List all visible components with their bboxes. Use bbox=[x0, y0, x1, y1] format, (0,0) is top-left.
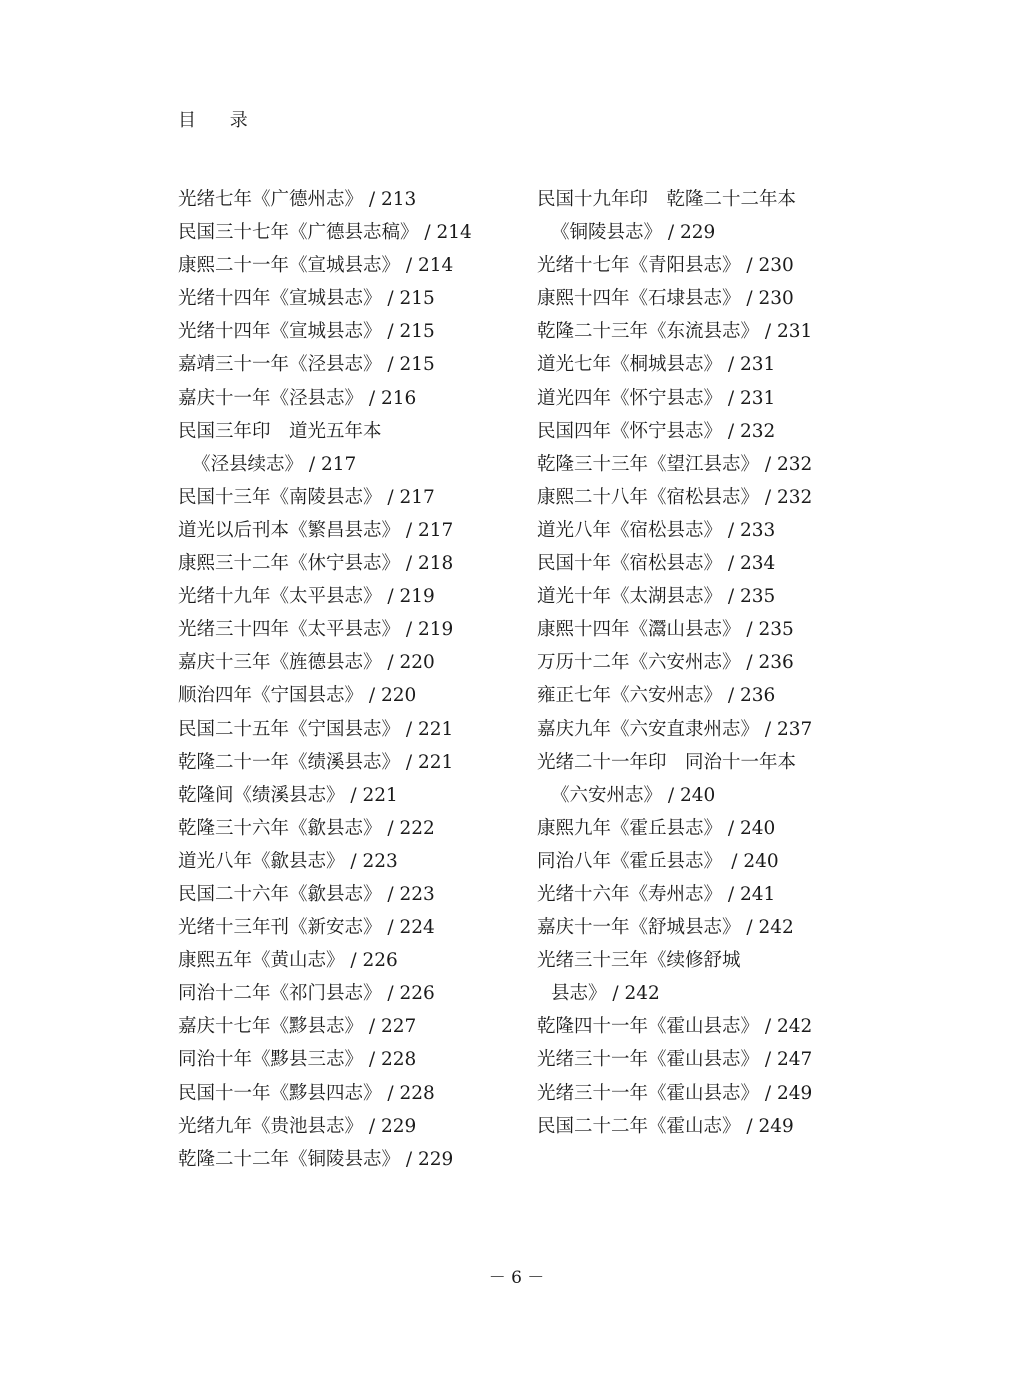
toc-entry: 乾隆四十一年《霍山县志》 / 242 bbox=[537, 1016, 813, 1038]
toc-entry: 乾隆二十三年《东流县志》 / 231 bbox=[537, 321, 813, 343]
toc-entry: 道光四年《怀宁县志》 / 231 bbox=[537, 387, 776, 409]
toc-entry: 顺治四年《宁国县志》 / 220 bbox=[178, 685, 417, 707]
toc-entry: 康熙二十一年《宣城县志》 / 214 bbox=[178, 255, 454, 277]
toc-entry: 光绪十七年《青阳县志》 / 230 bbox=[537, 255, 794, 277]
toc-entry: 《铜陵县志》 / 229 bbox=[551, 222, 716, 244]
toc-entry: 民国十三年《南陵县志》 / 217 bbox=[178, 486, 435, 508]
toc-entry: 光绪二十一年印 同治十一年本 bbox=[537, 751, 797, 773]
toc-entry: 光绪七年《广德州志》 / 213 bbox=[178, 189, 417, 210]
toc-entry: 道光十年《太湖县志》 / 235 bbox=[537, 586, 776, 608]
toc-entry: 民国十九年印 乾隆二十二年本 bbox=[537, 189, 797, 210]
toc-entry: 嘉庆十七年《黟县志》 / 227 bbox=[178, 1016, 417, 1038]
toc-entry: 乾隆二十二年《铜陵县志》 / 229 bbox=[178, 1148, 454, 1170]
toc-entry: 光绪十三年刊《新安志》 / 224 bbox=[178, 917, 435, 939]
toc-entry: 光绪十四年《宣城县志》 / 215 bbox=[178, 321, 435, 343]
toc-entry: 道光以后刊本《繁昌县志》 / 217 bbox=[178, 519, 454, 541]
toc-entry: 民国二十六年《歙县志》 / 223 bbox=[178, 883, 435, 905]
toc-entry: 民国二十二年《霍山志》 / 249 bbox=[537, 1115, 794, 1137]
toc-entry: 嘉庆十三年《旌德县志》 / 220 bbox=[178, 652, 435, 674]
toc-column-left bbox=[178, 183, 498, 1176]
toc-entry: 康熙十四年《灊山县志》 / 235 bbox=[537, 619, 794, 641]
toc-entry: 光绪三十三年《续修舒城 bbox=[537, 950, 741, 972]
toc-entry: 道光八年《歙县志》 / 223 bbox=[178, 850, 398, 872]
toc-entry: 民国十年《宿松县志》 / 234 bbox=[537, 553, 776, 575]
toc-entry: 康熙九年《霍丘县志》 / 240 bbox=[537, 817, 776, 839]
toc-entry: 乾隆三十三年《望江县志》 / 232 bbox=[537, 453, 813, 475]
toc-entry: 乾隆二十一年《绩溪县志》 / 221 bbox=[178, 751, 454, 773]
toc-entry: 乾隆三十六年《歙县志》 / 222 bbox=[178, 817, 435, 839]
toc-entry: 光绪九年《贵池县志》 / 229 bbox=[178, 1115, 417, 1137]
toc-entry: 同治十年《黟县三志》 / 228 bbox=[178, 1049, 417, 1071]
toc-entry: 康熙三十二年《休宁县志》 / 218 bbox=[178, 553, 454, 575]
toc-entry: 《六安州志》 / 240 bbox=[551, 784, 716, 806]
toc-entry: 康熙二十八年《宿松县志》 / 232 bbox=[537, 486, 813, 508]
toc-entry: 民国四年《怀宁县志》 / 232 bbox=[537, 420, 776, 442]
toc-column-right bbox=[537, 183, 837, 1143]
toc-entry: 同治八年《霍丘县志》 / 240 bbox=[537, 850, 779, 872]
toc-entry: 嘉庆九年《六安直隶州志》 / 237 bbox=[537, 718, 813, 740]
toc-entry: 光绪三十四年《太平县志》 / 219 bbox=[178, 619, 454, 641]
toc-entry: 嘉靖三十一年《泾县志》 / 215 bbox=[178, 354, 435, 376]
toc-entry: 康熙五年《黄山志》 / 226 bbox=[178, 950, 398, 972]
page-header: 目 录 bbox=[178, 110, 262, 131]
toc-entry: 万历十二年《六安州志》 / 236 bbox=[537, 652, 794, 674]
toc-entry: 光绪三十一年《霍山县志》 / 247 bbox=[537, 1049, 813, 1071]
toc-entry: 雍正七年《六安州志》 / 236 bbox=[537, 685, 776, 707]
toc-entry: 道光八年《宿松县志》 / 233 bbox=[537, 519, 776, 541]
toc-entry: 民国三年印 道光五年本 bbox=[178, 420, 382, 442]
toc-entry: 乾隆间《绩溪县志》 / 221 bbox=[178, 784, 398, 806]
toc-entry: 道光七年《桐城县志》 / 231 bbox=[537, 354, 776, 376]
toc-entry: 同治十二年《祁门县志》 / 226 bbox=[178, 983, 435, 1005]
toc-entry: 光绪十九年《太平县志》 / 219 bbox=[178, 586, 435, 608]
toc-entry: 光绪十六年《寿州志》 / 241 bbox=[537, 883, 776, 905]
toc-entry: 光绪三十一年《霍山县志》 / 249 bbox=[537, 1082, 813, 1104]
toc-entry: 嘉庆十一年《舒城县志》 / 242 bbox=[537, 917, 794, 939]
toc-entry: 嘉庆十一年《泾县志》 / 216 bbox=[178, 387, 417, 409]
toc-entry: 民国三十七年《广德县志稿》 / 214 bbox=[178, 222, 472, 244]
toc-entry: 县志》 / 242 bbox=[551, 983, 660, 1005]
toc-entry: 《泾县续志》 / 217 bbox=[192, 453, 357, 475]
toc-entry: 康熙十四年《石埭县志》 / 230 bbox=[537, 288, 794, 310]
toc-entry: 民国十一年《黟县四志》 / 228 bbox=[178, 1082, 435, 1104]
page-number: － 6 － bbox=[488, 1268, 545, 1288]
toc-entry: 光绪十四年《宣城县志》 / 215 bbox=[178, 288, 435, 310]
toc-entry: 民国二十五年《宁国县志》 / 221 bbox=[178, 718, 454, 740]
